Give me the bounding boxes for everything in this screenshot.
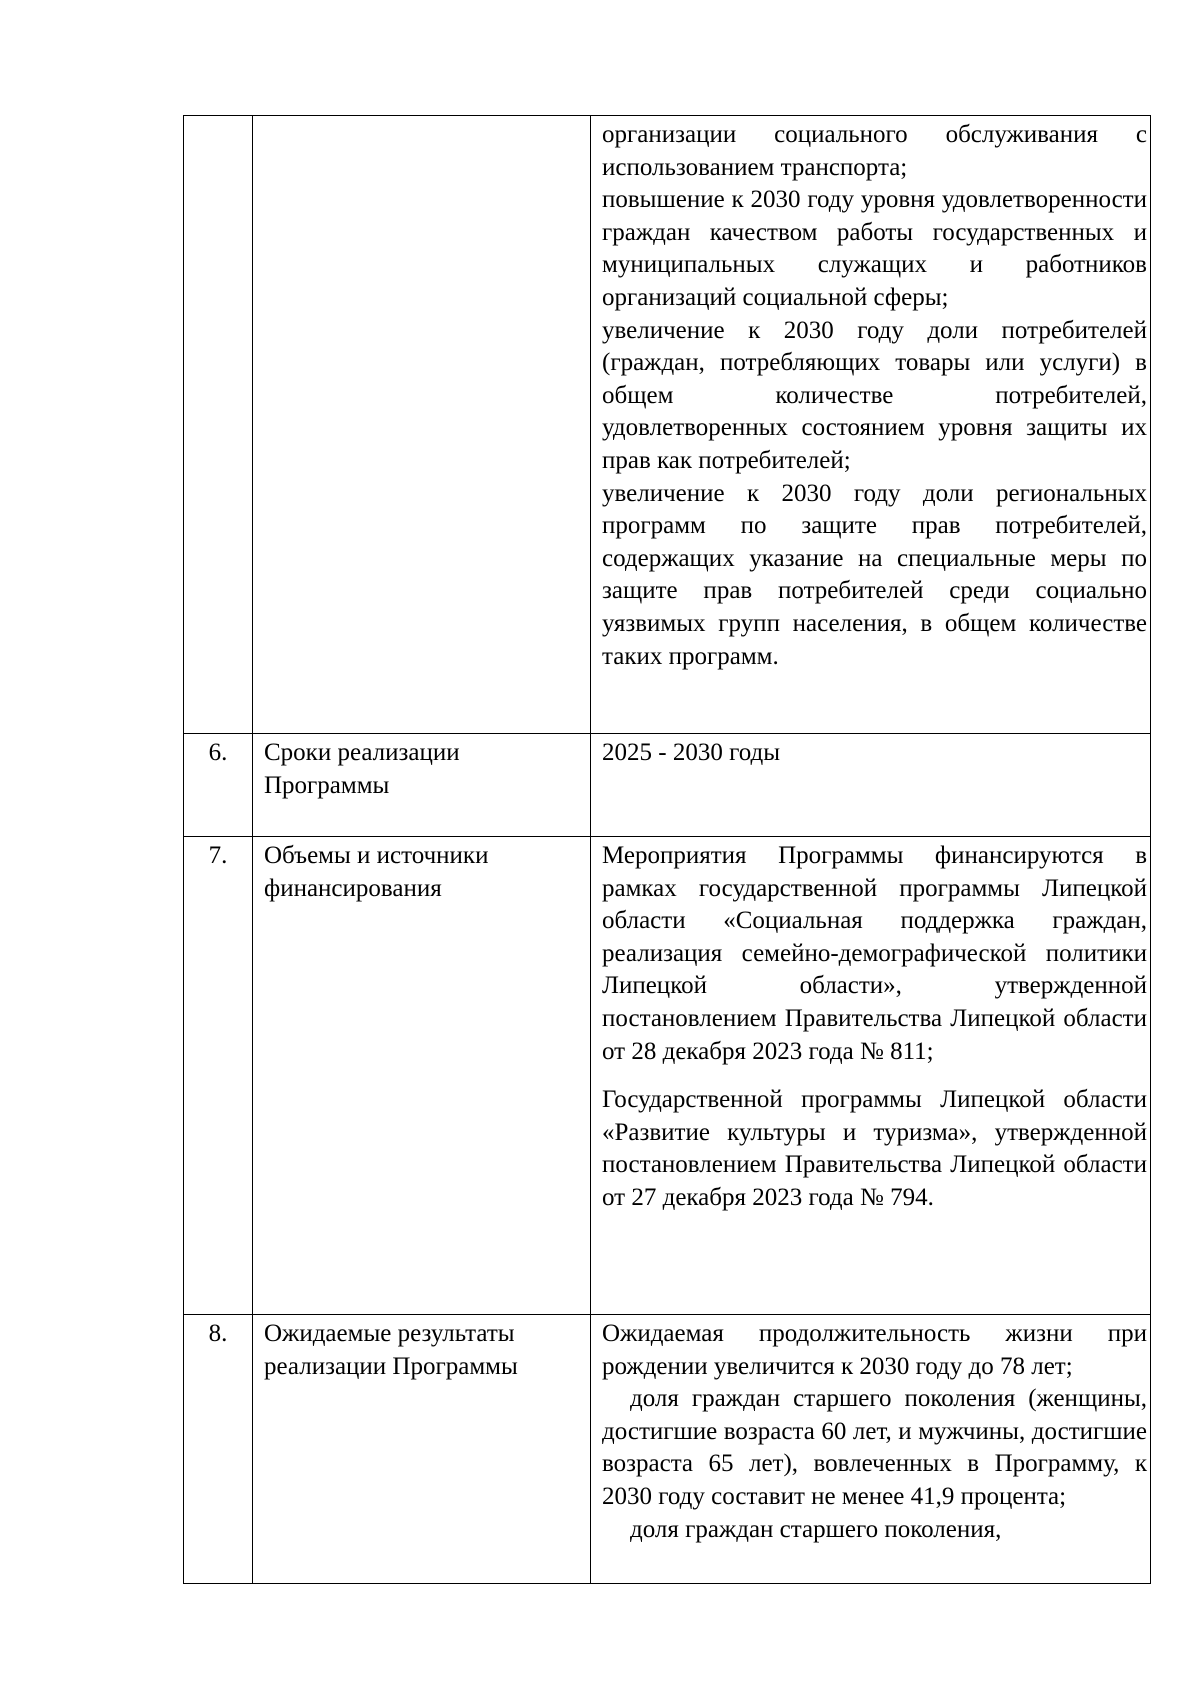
description-paragraph: повышение к 2030 году уровня удовлетворенности граждан качеством работы государственных и муниципальных служащих и работников организаций социальной сферы; (602, 186, 1147, 311)
row-number-cell: 7. (184, 837, 253, 1315)
description-paragraph: Ожидаемая продолжительность жизни при рождении увеличится к 2030 году до 78 лет; (602, 1320, 1147, 1380)
description-paragraph: организации социального обслуживания с использованием транспорта; (602, 121, 1147, 181)
table-row (184, 734, 1151, 837)
description-paragraph: Государственной программы Липецкой области «Развитие культуры и туризма», утвержденной постановлением Правительства Липецкой области от 27 декабря 2023 года № 794. (602, 1086, 1147, 1211)
description-paragraph: 2025 - 2030 годы (602, 739, 781, 766)
program-passport-table (183, 115, 1151, 1584)
description-paragraph: увеличение к 2030 году доли потребителей (граждан, потребляющих товары или услуги) в общем количестве потребителей, удовлетворенных состоянием уровня защиты их прав как потребителей; (602, 316, 1147, 474)
table-row (184, 1315, 1151, 1584)
row-number-cell: 8. (184, 1315, 253, 1584)
row-name-cell: Объемы и источники финансирования (253, 837, 591, 1315)
description-paragraph: увеличение к 2030 году доли региональных программ по защите прав потребителей, содержащих указание на специальные меры по защите прав потребителей среди социально уязвимых групп населения, в общем количестве таких программ. (602, 479, 1147, 670)
description-paragraph: доля граждан старшего поколения, (630, 1515, 1002, 1543)
table-row (184, 837, 1151, 1315)
row-number-cell: 6. (184, 734, 253, 837)
row-description-cell (591, 116, 1151, 734)
row-description-cell (591, 734, 1151, 837)
description-paragraph: Мероприятия Программы финансируются в рамках государственной программы Липецкой области «Социальная поддержка граждан, реализация семейно-демографической политики Липецкой области», утвержденной постановлением Правительства Липецкой области от 28 декабря 2023 года № 811; (602, 842, 1147, 1065)
description-paragraph: доля граждан старшего поколения (женщины, достигшие возраста 60 лет, и мужчины, достигшие возраста 65 лет), вовлеченных в Программу, к 2030 году составит не менее 41,9 процента; (602, 1385, 1147, 1510)
row-number-cell (184, 116, 253, 734)
row-name-cell: Сроки реализации Программы (253, 734, 591, 837)
row-description-cell (591, 837, 1151, 1315)
row-description-cell (591, 1315, 1151, 1584)
row-name-cell (253, 116, 591, 734)
table-row (184, 116, 1151, 734)
row-name-cell: Ожидаемые результаты реализации Программы (253, 1315, 591, 1584)
